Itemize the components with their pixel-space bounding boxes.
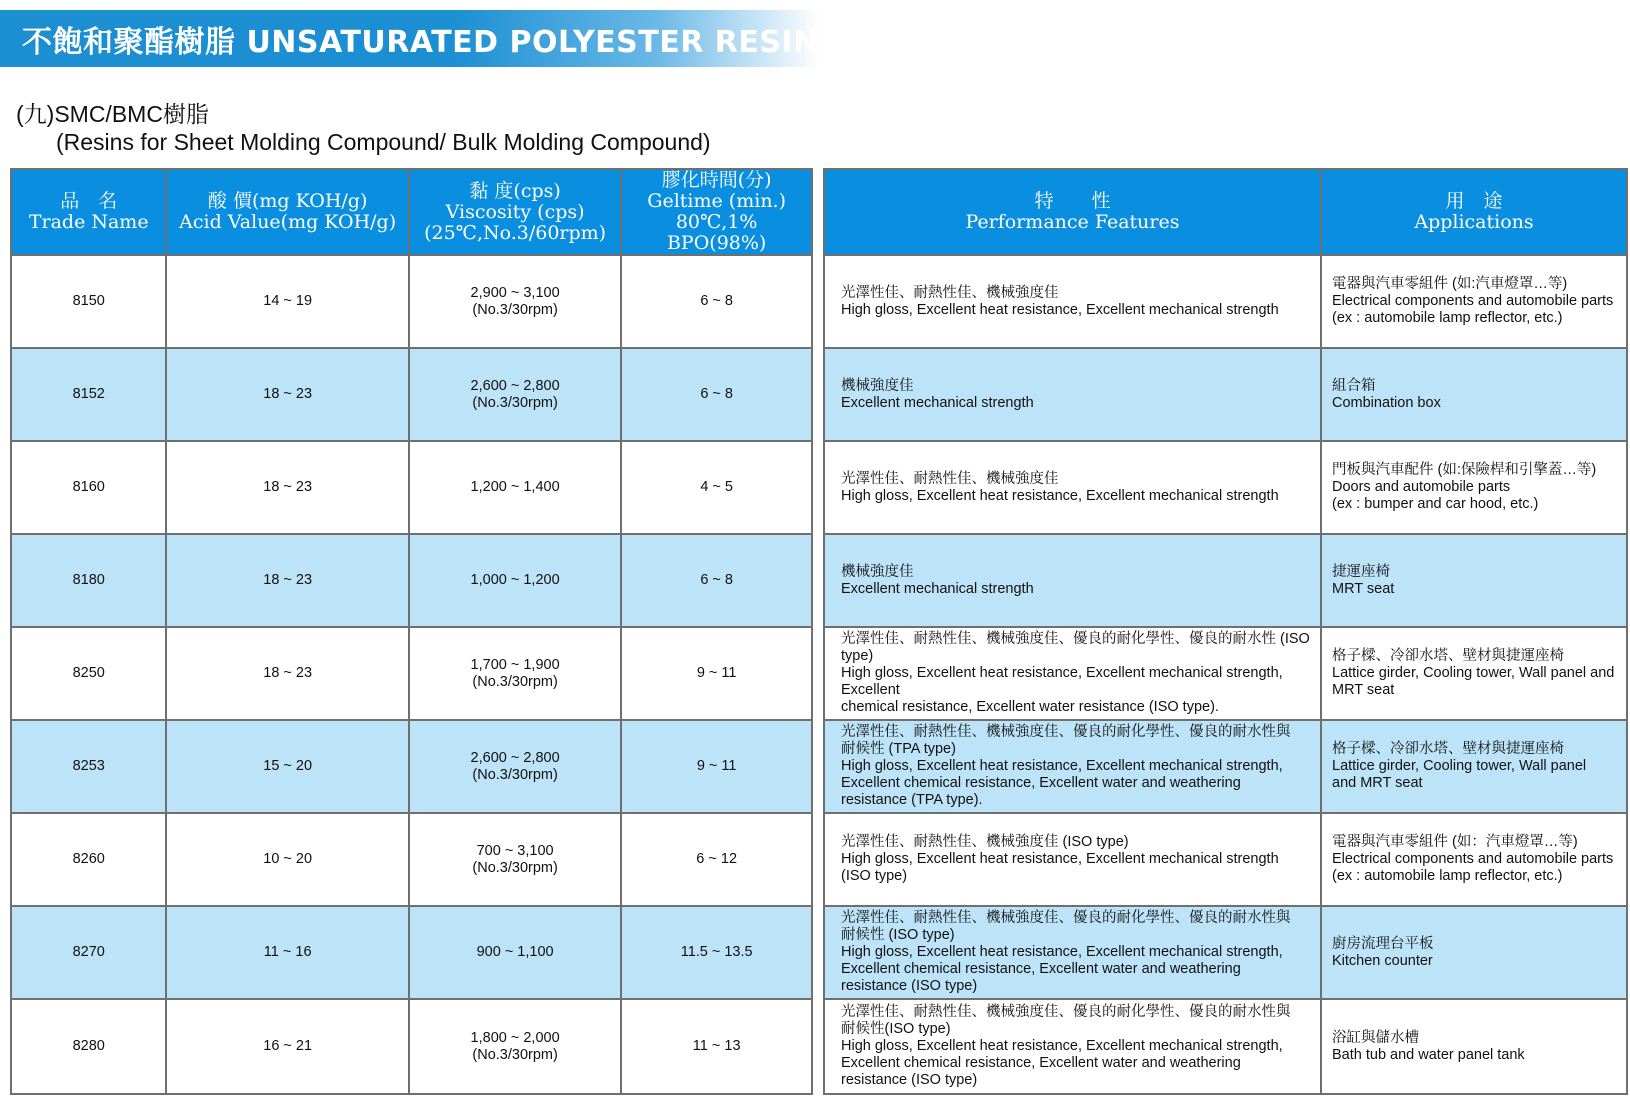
applications-cell-line: Lattice girder, Cooling tower, Wall panel and bbox=[1332, 665, 1615, 681]
geltime-cell: 11.5 ~ 13.5 bbox=[621, 906, 812, 999]
spec-table-body bbox=[11, 255, 812, 1094]
table-row bbox=[11, 627, 812, 720]
viscosity-cell bbox=[409, 627, 621, 720]
features-cell-line: High gloss, Excellent heat resistance, Excellent mechanical strength bbox=[841, 487, 1279, 504]
features-cell-line: 耐候性 (ISO type) bbox=[841, 927, 955, 943]
geltime-cell: 6 ~ 8 bbox=[621, 255, 812, 348]
header-banner bbox=[0, 10, 841, 67]
table-row bbox=[824, 255, 1627, 348]
features-cell bbox=[824, 999, 1321, 1094]
geltime-cell: 11 ~ 13 bbox=[621, 999, 812, 1094]
viscosity-cell bbox=[409, 720, 621, 813]
features-cell-line: 耐候性(ISO type) bbox=[841, 1021, 951, 1037]
table-row bbox=[11, 906, 812, 999]
table-row bbox=[824, 627, 1627, 720]
viscosity-cell bbox=[409, 255, 621, 348]
header-viscosity: 黏 度(cps) Viscosity (cps) (25℃,No.3/60rpm) bbox=[409, 169, 621, 255]
features-cell-line: chemical resistance, Excellent water resistance (ISO type). bbox=[841, 699, 1219, 715]
viscosity-cell-line: 1,000 ~ 1,200 bbox=[470, 572, 560, 588]
trade-name-cell: 8160 bbox=[11, 441, 166, 534]
header-geltime: 膠化時間(分) Geltime (min.) 80℃,1% BPO(98%) bbox=[621, 169, 812, 255]
applications-cell bbox=[1321, 813, 1627, 906]
features-cell bbox=[824, 441, 1321, 534]
applications-cell-line: 格子樑、冷卻水塔、壁材與捷運座椅 bbox=[1332, 741, 1564, 757]
features-cell bbox=[824, 720, 1321, 813]
table-row bbox=[824, 813, 1627, 906]
trade-name-cell: 8260 bbox=[11, 813, 166, 906]
applications-cell-line: Doors and automobile parts bbox=[1332, 479, 1511, 495]
table-row bbox=[824, 720, 1627, 813]
acid-value-cell: 15 ~ 20 bbox=[166, 720, 408, 813]
viscosity-cell-line: (No.3/30rpm) bbox=[472, 766, 558, 783]
geltime-cell: 9 ~ 11 bbox=[621, 627, 812, 720]
applications-cell bbox=[1321, 441, 1627, 534]
viscosity-cell-line: 2,900 ~ 3,100 bbox=[470, 284, 560, 301]
applications-cell-line: (ex : automobile lamp reflector, etc.) bbox=[1332, 310, 1563, 326]
features-cell-line: 耐候性 (TPA type) bbox=[841, 741, 956, 757]
table-row bbox=[824, 441, 1627, 534]
viscosity-cell-line: 900 ~ 1,100 bbox=[476, 944, 554, 960]
viscosity-cell-line: 1,700 ~ 1,900 bbox=[470, 656, 560, 673]
applications-cell bbox=[1321, 720, 1627, 813]
trade-name-cell: 8253 bbox=[11, 720, 166, 813]
applications-cell-line: (ex : automobile lamp reflector, etc.) bbox=[1332, 868, 1563, 884]
acid-value-cell: 18 ~ 23 bbox=[166, 534, 408, 627]
applications-cell-line: 組合箱 bbox=[1332, 377, 1376, 394]
trade-name-cell: 8280 bbox=[11, 999, 166, 1094]
applications-cell-line: (ex : bumper and car hood, etc.) bbox=[1332, 496, 1539, 512]
features-cell bbox=[824, 813, 1321, 906]
table-row bbox=[824, 534, 1627, 627]
features-cell-line: High gloss, Excellent heat resistance, Excellent mechanical strength, bbox=[841, 758, 1283, 774]
features-header-row bbox=[824, 169, 1627, 255]
features-cell-line: 光澤性佳、耐熱性佳、機械強度佳、優良的耐化學性、優良的耐水性與 bbox=[841, 724, 1291, 740]
applications-cell-line: 電器與汽車零組件 (如:汽車燈罩…等) bbox=[1332, 276, 1568, 292]
features-cell-line: Excellent chemical resistance, Excellent water and weathering bbox=[841, 1055, 1241, 1071]
applications-cell-line: Combination box bbox=[1332, 394, 1441, 411]
applications-cell-line: 浴缸與儲水槽 bbox=[1332, 1029, 1419, 1046]
geltime-cell: 6 ~ 8 bbox=[621, 534, 812, 627]
applications-cell-line: Electrical components and automobile parts bbox=[1332, 851, 1614, 867]
viscosity-cell-line: 1,200 ~ 1,400 bbox=[470, 479, 560, 495]
table-row bbox=[824, 906, 1627, 999]
trade-name-cell: 8180 bbox=[11, 534, 166, 627]
applications-cell-line: Lattice girder, Cooling tower, Wall panel bbox=[1332, 758, 1587, 774]
applications-cell-line: Bath tub and water panel tank bbox=[1332, 1046, 1525, 1063]
features-cell-line: High gloss, Excellent heat resistance, Excellent mechanical strength, bbox=[841, 944, 1283, 960]
applications-cell-line: Kitchen counter bbox=[1332, 952, 1433, 969]
features-cell-line: (ISO type) bbox=[841, 868, 908, 884]
features-cell-line: Excellent mechanical strength bbox=[841, 394, 1034, 411]
viscosity-cell bbox=[409, 534, 621, 627]
geltime-cell: 6 ~ 12 bbox=[621, 813, 812, 906]
features-cell-line: resistance (TPA type). bbox=[841, 792, 983, 808]
applications-cell bbox=[1321, 255, 1627, 348]
applications-cell-line: 電器與汽車零組件 (如：汽車燈罩…等) bbox=[1332, 834, 1578, 850]
applications-cell-line: 格子樑、冷卻水塔、壁材與捷運座椅 bbox=[1332, 648, 1564, 664]
geltime-cell: 4 ~ 5 bbox=[621, 441, 812, 534]
viscosity-cell-line: (No.3/30rpm) bbox=[472, 1046, 558, 1063]
table-row bbox=[824, 348, 1627, 441]
table-row bbox=[824, 999, 1627, 1094]
trade-name-cell: 8250 bbox=[11, 627, 166, 720]
features-cell bbox=[824, 906, 1321, 999]
features-cell bbox=[824, 627, 1321, 720]
features-table-body bbox=[824, 255, 1627, 1094]
section-subtitle: (Resins for Sheet Molding Compound/ Bulk Molding Compound) bbox=[56, 129, 711, 155]
section-title: (九)SMC/BMC樹脂 bbox=[16, 101, 209, 127]
features-cell-line: Excellent chemical resistance, Excellent water and weathering bbox=[841, 775, 1241, 791]
trade-name-cell: 8270 bbox=[11, 906, 166, 999]
features-cell-line: resistance (ISO type) bbox=[841, 1072, 978, 1088]
features-cell-line: High gloss, Excellent heat resistance, Excellent mechanical strength bbox=[841, 851, 1279, 867]
features-table bbox=[823, 168, 1628, 1095]
table-row bbox=[11, 720, 812, 813]
applications-cell-line: MRT seat bbox=[1332, 580, 1395, 597]
viscosity-cell bbox=[409, 813, 621, 906]
features-cell-line: 光澤性佳、耐熱性佳、機械強度佳、優良的耐化學性、優良的耐水性 (ISO type) bbox=[841, 631, 1310, 664]
trade-name-cell: 8150 bbox=[11, 255, 166, 348]
viscosity-cell bbox=[409, 348, 621, 441]
geltime-cell: 6 ~ 8 bbox=[621, 348, 812, 441]
table-row bbox=[11, 255, 812, 348]
features-cell-line: 機械強度佳 bbox=[841, 377, 914, 394]
table-row bbox=[11, 441, 812, 534]
viscosity-cell-line: (No.3/30rpm) bbox=[472, 394, 558, 411]
features-cell bbox=[824, 348, 1321, 441]
acid-value-cell: 18 ~ 23 bbox=[166, 348, 408, 441]
viscosity-cell-line: 1,800 ~ 2,000 bbox=[470, 1029, 560, 1046]
spec-header-row bbox=[11, 169, 812, 255]
acid-value-cell: 10 ~ 20 bbox=[166, 813, 408, 906]
viscosity-cell-line: 2,600 ~ 2,800 bbox=[470, 377, 560, 394]
features-cell-line: 光澤性佳、耐熱性佳、機械強度佳、優良的耐化學性、優良的耐水性與 bbox=[841, 1004, 1291, 1020]
acid-value-cell: 18 ~ 23 bbox=[166, 441, 408, 534]
applications-cell-line: 廚房流理台平板 bbox=[1332, 935, 1434, 952]
viscosity-cell-line: 700 ~ 3,100 bbox=[476, 842, 554, 859]
viscosity-cell-line: (No.3/30rpm) bbox=[472, 301, 558, 318]
applications-cell-line: and MRT seat bbox=[1332, 775, 1423, 791]
viscosity-cell-line: (No.3/30rpm) bbox=[472, 673, 558, 690]
applications-cell bbox=[1321, 999, 1627, 1094]
features-cell bbox=[824, 255, 1321, 348]
table-row bbox=[11, 534, 812, 627]
banner-title: 不飽和聚酯樹脂 UNSATURATED POLYESTER RESINS bbox=[22, 24, 841, 60]
features-cell-line: High gloss, Excellent heat resistance, Excellent mechanical strength bbox=[841, 301, 1279, 318]
applications-cell bbox=[1321, 906, 1627, 999]
header-acid-value: 酸 價(mg KOH/g) Acid Value(mg KOH/g) bbox=[166, 169, 408, 255]
applications-cell-line: MRT seat bbox=[1332, 682, 1395, 698]
applications-cell-line: 捷運座椅 bbox=[1332, 563, 1390, 580]
acid-value-cell: 14 ~ 19 bbox=[166, 255, 408, 348]
table-row bbox=[11, 813, 812, 906]
features-cell-line: 光澤性佳、耐熱性佳、機械強度佳 bbox=[841, 284, 1059, 301]
section-heading bbox=[16, 100, 711, 156]
features-cell-line: resistance (ISO type) bbox=[841, 978, 978, 994]
applications-cell-line: 門板與汽車配件 (如:保險桿和引擎蓋…等) bbox=[1332, 462, 1597, 478]
features-cell bbox=[824, 534, 1321, 627]
applications-cell-line: Electrical components and automobile parts bbox=[1332, 293, 1614, 309]
features-cell-line: High gloss, Excellent heat resistance, Excellent mechanical strength, bbox=[841, 1038, 1283, 1054]
viscosity-cell bbox=[409, 906, 621, 999]
header-trade-name: 品 名 Trade Name bbox=[11, 169, 166, 255]
features-cell-line: 光澤性佳、耐熱性佳、機械強度佳、優良的耐化學性、優良的耐水性與 bbox=[841, 910, 1291, 926]
viscosity-cell bbox=[409, 441, 621, 534]
viscosity-cell-line: (No.3/30rpm) bbox=[472, 859, 558, 876]
header-features: 特 性 Performance Features bbox=[824, 169, 1321, 255]
features-cell-line: 機械強度佳 bbox=[841, 563, 914, 580]
geltime-cell: 9 ~ 11 bbox=[621, 720, 812, 813]
acid-value-cell: 11 ~ 16 bbox=[166, 906, 408, 999]
viscosity-cell-line: 2,600 ~ 2,800 bbox=[470, 749, 560, 766]
spec-table bbox=[10, 168, 813, 1095]
acid-value-cell: 16 ~ 21 bbox=[166, 999, 408, 1094]
features-cell-line: Excellent chemical resistance, Excellent water and weathering bbox=[841, 961, 1241, 977]
features-cell-line: High gloss, Excellent heat resistance, Excellent mechanical strength, Excellent bbox=[841, 665, 1283, 698]
table-row bbox=[11, 999, 812, 1094]
trade-name-cell: 8152 bbox=[11, 348, 166, 441]
features-cell-line: Excellent mechanical strength bbox=[841, 580, 1034, 597]
viscosity-cell bbox=[409, 999, 621, 1094]
applications-cell bbox=[1321, 348, 1627, 441]
applications-cell bbox=[1321, 627, 1627, 720]
applications-cell bbox=[1321, 534, 1627, 627]
acid-value-cell: 18 ~ 23 bbox=[166, 627, 408, 720]
header-applications: 用 途 Applications bbox=[1321, 169, 1627, 255]
features-cell-line: 光澤性佳、耐熱性佳、機械強度佳 bbox=[841, 470, 1059, 487]
features-cell-line: 光澤性佳、耐熱性佳、機械強度佳 (ISO type) bbox=[841, 834, 1129, 850]
table-row bbox=[11, 348, 812, 441]
